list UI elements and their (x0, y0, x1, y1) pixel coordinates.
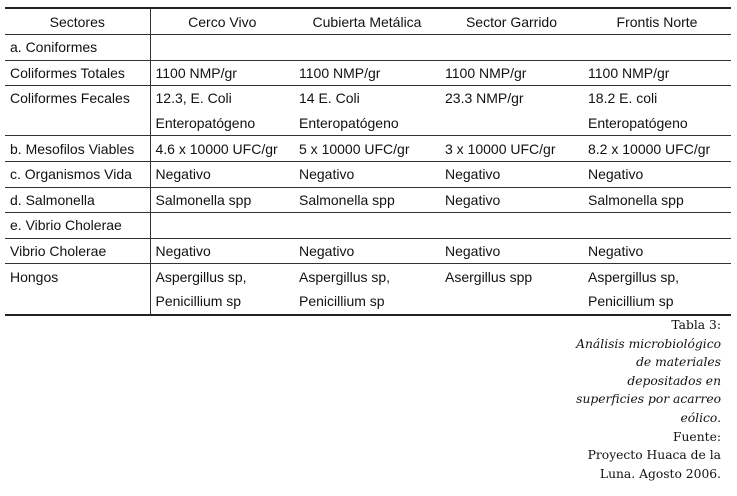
table-cell: Salmonella spp (150, 187, 294, 213)
table-cell: Penicillium sp (294, 289, 440, 315)
caption-label: Tabla 3: (671, 318, 721, 332)
table-cell: Enteropatógeno (299, 115, 399, 132)
table-row (5, 60, 731, 86)
table-cell: Negativo (150, 161, 294, 187)
table-cell: 1100 NMP/gr (583, 60, 731, 86)
caption-source-line: Luna. Agosto 2006. (599, 466, 721, 481)
table-row (5, 238, 731, 264)
table-cell: Negativo (440, 187, 583, 213)
table-cell (583, 213, 731, 239)
table-cell: 4.6 x 10000 UFC/gr (150, 136, 294, 162)
caption-source-label: Fuente: (672, 429, 721, 444)
table-cell: d. Salmonella (5, 187, 150, 213)
header-cell-cubierta-metalica: Cubierta Metálica (294, 8, 440, 35)
caption-description-line: eólico. (680, 410, 721, 425)
table-cell: 5 x 10000 UFC/gr (294, 136, 440, 162)
table-cell: Coliformes Totales (5, 60, 150, 86)
data-table-container (5, 7, 731, 316)
table-cell: 1100 NMP/gr (150, 60, 294, 86)
table-cell: Negativo (440, 238, 583, 264)
caption-description-line: de materiales (636, 355, 721, 370)
table-cell (150, 213, 294, 239)
header-cell-sectores: Sectores (5, 8, 150, 35)
table-cell (440, 213, 583, 239)
table-cell: c. Organismos Vida (5, 161, 150, 187)
table-cell (294, 35, 440, 61)
caption-description-line: Análisis microbiológico (576, 336, 721, 351)
table-cell (440, 289, 583, 315)
table-row (5, 187, 731, 213)
table-cell: Coliformes Fecales (5, 86, 150, 111)
table-cell: Aspergillus sp, (583, 264, 731, 289)
table-row (5, 264, 731, 289)
table-row (5, 86, 731, 111)
table-cell: Salmonella spp (294, 187, 440, 213)
table-cell (440, 111, 583, 136)
table-cell: a. Coniformes (5, 35, 150, 61)
table-cell: b. Mesofilos Viables (5, 136, 150, 162)
table-cell: 3 x 10000 UFC/gr (440, 136, 583, 162)
table-cell: 1100 NMP/gr (440, 60, 583, 86)
header-cell-cerco-vivo: Cerco Vivo (150, 8, 294, 35)
table-row (5, 35, 731, 61)
table-cell: Negativo (440, 161, 583, 187)
table-cell (150, 35, 294, 61)
header-cell-sector-garrido: Sector Garrido (440, 8, 583, 35)
table-cell: 1100 NMP/gr (294, 60, 440, 86)
caption-description-line: depositados en (627, 373, 721, 388)
table-row (5, 213, 731, 239)
table-header-row (5, 8, 731, 35)
table-cell: 12.3, E. Coli (150, 86, 294, 111)
table-row (5, 161, 731, 187)
table-cell: Aspergillus sp, (150, 264, 294, 289)
table-cell: Negativo (294, 238, 440, 264)
table-cell: Negativo (294, 161, 440, 187)
table-cell: Salmonella spp (583, 187, 731, 213)
table-cell: Penicillium sp (583, 289, 731, 315)
table-cell: Enteropatógeno (588, 115, 688, 132)
header-cell-frontis-norte: Frontis Norte (583, 8, 731, 35)
table-cell: Asergillus spp (440, 264, 583, 289)
table-cell: Vibrio Cholerae (5, 238, 150, 264)
caption-source-line: Proyecto Huaca de la (587, 448, 721, 463)
caption-description-line: superficies por acarreo (576, 392, 721, 407)
table-cell: e. Vibrio Cholerae (5, 213, 150, 239)
microbiological-analysis-table (5, 7, 731, 316)
table-cell (294, 213, 440, 239)
table-cell (5, 289, 150, 315)
table-cell: Negativo (583, 161, 731, 187)
table-cell: 18.2 E. coli (583, 86, 731, 111)
table-cell: Negativo (583, 238, 731, 264)
table-cell: 8.2 x 10000 UFC/gr (583, 136, 731, 162)
table-cell: Negativo (150, 238, 294, 264)
table-cell: Hongos (5, 264, 150, 289)
table-cell: Enteropatógeno (155, 115, 256, 132)
table-cell (440, 35, 583, 61)
table-cell: 14 E. Coli (294, 86, 440, 111)
table-cell: 23.3 NMP/gr (440, 86, 583, 111)
table-row (5, 289, 731, 315)
table-cell (5, 111, 150, 136)
table-cell: Aspergillus sp, (294, 264, 440, 289)
table-row (5, 111, 731, 136)
table-cell: Penicillium sp (150, 289, 294, 315)
table-cell (583, 35, 731, 61)
table-row (5, 136, 731, 162)
table-caption (551, 316, 721, 483)
